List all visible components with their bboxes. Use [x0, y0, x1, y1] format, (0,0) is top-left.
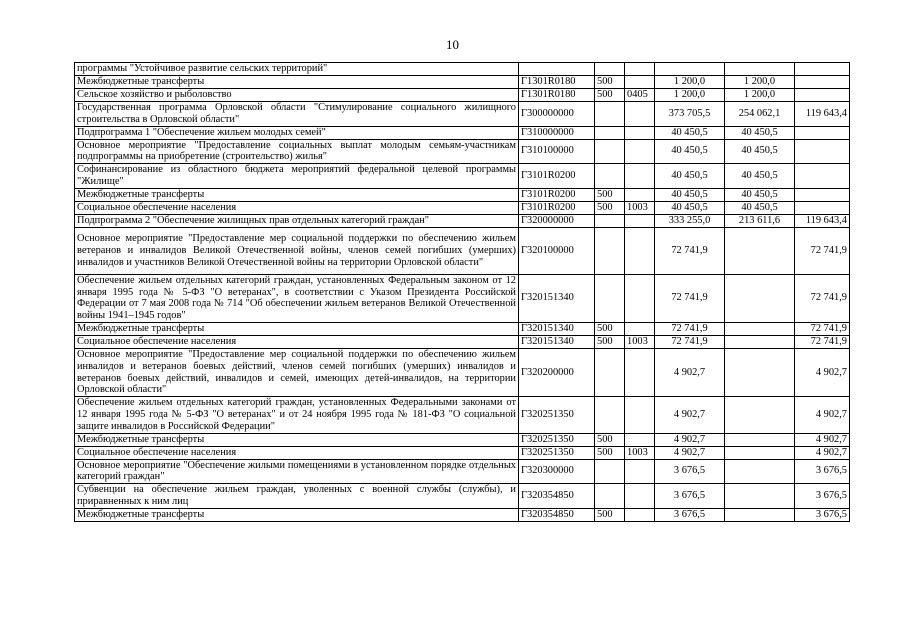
row-amount-2: [725, 397, 795, 433]
row-rz: [625, 508, 655, 521]
table-row: [75, 164, 850, 189]
row-rz: [625, 274, 655, 322]
row-code: Г320000000: [519, 214, 595, 227]
row-amount-3: [795, 63, 850, 76]
row-name: Социальное обеспечение населения: [75, 201, 519, 214]
table-row: [75, 63, 850, 76]
row-amount-3: [795, 89, 850, 102]
row-code: Г320251350: [519, 446, 595, 459]
row-amount-2: [725, 459, 795, 484]
row-amount-3: 119 643,4: [795, 214, 850, 227]
table-row: [75, 433, 850, 446]
row-amount-3: 3 676,5: [795, 459, 850, 484]
row-code: Г320151340: [519, 322, 595, 335]
row-amount-2: 40 450,5: [725, 164, 795, 189]
row-amount-3: 72 741,9: [795, 322, 850, 335]
row-amount-2: 40 450,5: [725, 188, 795, 201]
row-vr: [595, 126, 625, 139]
row-total: 373 705,5: [655, 102, 725, 127]
row-vr: [595, 459, 625, 484]
row-code: Г320300000: [519, 459, 595, 484]
row-vr: 500: [595, 201, 625, 214]
row-total: 3 676,5: [655, 484, 725, 509]
row-amount-2: [725, 484, 795, 509]
row-name: Основное мероприятие "Предоставление мер социальной поддержки по обеспечению жильем инвалидов и ветеранов боевых действий, членов семей погибших (умерших) инвалидов и ветеранов боевых действий, инвалидов и семей, имеющих детей-инвалидов, на территории Орловской области": [75, 348, 519, 396]
table-row: [75, 76, 850, 89]
row-amount-3: [795, 164, 850, 189]
row-amount-3: [795, 76, 850, 89]
row-rz: 1003: [625, 201, 655, 214]
table-row: [75, 484, 850, 509]
row-amount-3: 4 902,7: [795, 446, 850, 459]
table-row: [75, 459, 850, 484]
row-total: 40 450,5: [655, 126, 725, 139]
row-rz: [625, 164, 655, 189]
row-total: 1 200,0: [655, 89, 725, 102]
row-rz: [625, 459, 655, 484]
row-total: 4 902,7: [655, 446, 725, 459]
row-name: Обеспечение жильем отдельных категорий граждан, установленных Федеральным законом от 12 января 1995 года № 5-ФЗ "О ветеранах", в соответствии с Указом Президента Российской Федерации от 7 мая 2008 года № 714 "Об обеспечении жильем ветеранов Великой Отечественной войны 1941–1945 годов": [75, 274, 519, 322]
row-rz: [625, 102, 655, 127]
row-total: 72 741,9: [655, 227, 725, 274]
row-vr: [595, 164, 625, 189]
row-name: Межбюджетные трансферты: [75, 322, 519, 335]
budget-table: [74, 62, 850, 522]
table-row: [75, 139, 850, 164]
row-amount-2: 254 062,1: [725, 102, 795, 127]
row-rz: [625, 348, 655, 396]
row-code: Г3101R0200: [519, 164, 595, 189]
row-name: Софинансирование из областного бюджета мероприятий федеральной целевой программы "Жилище": [75, 164, 519, 189]
row-amount-2: 1 200,0: [725, 76, 795, 89]
row-code: Г1301R0180: [519, 89, 595, 102]
row-code: Г3101R0200: [519, 188, 595, 201]
row-code: Г3101R0200: [519, 201, 595, 214]
row-amount-3: 3 676,5: [795, 484, 850, 509]
row-total: 4 902,7: [655, 348, 725, 396]
row-amount-3: [795, 188, 850, 201]
row-amount-2: [725, 63, 795, 76]
row-amount-3: 72 741,9: [795, 274, 850, 322]
row-total: 3 676,5: [655, 508, 725, 521]
row-code: Г320251350: [519, 397, 595, 433]
page-number: 10: [446, 37, 459, 52]
row-amount-3: 119 643,4: [795, 102, 850, 127]
row-amount-2: 1 200,0: [725, 89, 795, 102]
row-rz: 0405: [625, 89, 655, 102]
row-name: Межбюджетные трансферты: [75, 76, 519, 89]
row-rz: [625, 484, 655, 509]
row-rz: [625, 76, 655, 89]
row-total: 3 676,5: [655, 459, 725, 484]
row-name: программы "Устойчивое развитие сельских территорий": [75, 63, 519, 76]
table-row: [75, 446, 850, 459]
row-rz: [625, 322, 655, 335]
row-amount-3: [795, 201, 850, 214]
row-code: Г320251350: [519, 433, 595, 446]
row-amount-2: 40 450,5: [725, 139, 795, 164]
row-name: Обеспечение жильем отдельных категорий граждан, установленных Федеральными законами от 12 января 1995 года № 5-ФЗ "О ветеранах" и от 24 ноября 1995 года № 181-ФЗ "О социальной защите инвалидов в Российской Федерации": [75, 397, 519, 433]
row-name: Сельское хозяйство и рыболовство: [75, 89, 519, 102]
table-row: [75, 397, 850, 433]
row-total: 4 902,7: [655, 433, 725, 446]
row-amount-2: [725, 433, 795, 446]
table-row: [75, 89, 850, 102]
row-amount-3: [795, 139, 850, 164]
row-name: Государственная программа Орловской области "Стимулирование социального жилищного строительства в Орловской области": [75, 102, 519, 127]
row-rz: [625, 63, 655, 76]
row-name: Социальное обеспечение населения: [75, 335, 519, 348]
row-code: Г310100000: [519, 139, 595, 164]
row-amount-2: [725, 446, 795, 459]
row-rz: [625, 188, 655, 201]
row-name: Межбюджетные трансферты: [75, 433, 519, 446]
row-amount-2: 213 611,6: [725, 214, 795, 227]
row-amount-2: 40 450,5: [725, 126, 795, 139]
table-row: [75, 188, 850, 201]
row-rz: [625, 214, 655, 227]
row-amount-3: 4 902,7: [795, 348, 850, 396]
table-row: [75, 508, 850, 521]
row-vr: [595, 274, 625, 322]
row-total: 40 450,5: [655, 139, 725, 164]
row-vr: [595, 227, 625, 274]
row-vr: [595, 484, 625, 509]
table-row: [75, 227, 850, 274]
row-code: Г320354850: [519, 484, 595, 509]
row-vr: 500: [595, 89, 625, 102]
row-amount-2: [725, 348, 795, 396]
table-row: [75, 335, 850, 348]
row-total: 40 450,5: [655, 164, 725, 189]
row-total: 72 741,9: [655, 322, 725, 335]
row-rz: 1003: [625, 335, 655, 348]
row-name: Основное мероприятие "Предоставление социальных выплат молодым семьям-участникам подпрограммы на приобретение (строительство) жилья": [75, 139, 519, 164]
row-vr: 500: [595, 433, 625, 446]
row-amount-2: [725, 322, 795, 335]
row-vr: [595, 63, 625, 76]
row-vr: [595, 102, 625, 127]
row-amount-3: 72 741,9: [795, 335, 850, 348]
row-total: 333 255,0: [655, 214, 725, 227]
row-amount-3: 3 676,5: [795, 508, 850, 521]
row-name: Основное мероприятие "Обеспечение жилыми помещениями в установленном порядке отдельных категорий граждан": [75, 459, 519, 484]
row-amount-3: 4 902,7: [795, 433, 850, 446]
row-amount-2: [725, 335, 795, 348]
row-amount-2: [725, 227, 795, 274]
row-amount-2: 40 450,5: [725, 201, 795, 214]
row-vr: 500: [595, 322, 625, 335]
row-total: [655, 63, 725, 76]
row-code: Г320354850: [519, 508, 595, 521]
row-total: 1 200,0: [655, 76, 725, 89]
row-name: Основное мероприятие "Предоставление мер социальной поддержки по обеспечению жильем ветеранов и инвалидов Великой Отечественной войны, членов семей погибших (умерших) инвалидов и участников Великой Отечественной войны на территории Орловской области": [75, 227, 519, 274]
table-row: [75, 126, 850, 139]
row-amount-3: [795, 126, 850, 139]
table-row: [75, 348, 850, 396]
table-row: [75, 102, 850, 127]
row-code: Г320100000: [519, 227, 595, 274]
row-code: Г320200000: [519, 348, 595, 396]
table-row: [75, 322, 850, 335]
row-rz: 1003: [625, 446, 655, 459]
row-rz: [625, 397, 655, 433]
row-rz: [625, 227, 655, 274]
row-total: 4 902,7: [655, 397, 725, 433]
row-total: 72 741,9: [655, 274, 725, 322]
row-name: Подпрограмма 1 "Обеспечение жильем молодых семей": [75, 126, 519, 139]
row-vr: [595, 397, 625, 433]
row-amount-3: 4 902,7: [795, 397, 850, 433]
row-name: Подпрограмма 2 "Обеспечение жилищных прав отдельных категорий граждан": [75, 214, 519, 227]
row-rz: [625, 126, 655, 139]
row-amount-3: 72 741,9: [795, 227, 850, 274]
row-total: 72 741,9: [655, 335, 725, 348]
row-vr: [595, 139, 625, 164]
table-row: [75, 201, 850, 214]
row-code: Г1301R0180: [519, 76, 595, 89]
row-name: Социальное обеспечение населения: [75, 446, 519, 459]
row-code: Г300000000: [519, 102, 595, 127]
row-name: Межбюджетные трансферты: [75, 188, 519, 201]
row-vr: 500: [595, 76, 625, 89]
row-vr: [595, 214, 625, 227]
row-vr: 500: [595, 508, 625, 521]
table-row: [75, 214, 850, 227]
row-vr: 500: [595, 335, 625, 348]
row-total: 40 450,5: [655, 201, 725, 214]
row-rz: [625, 433, 655, 446]
row-name: Межбюджетные трансферты: [75, 508, 519, 521]
row-vr: [595, 348, 625, 396]
row-amount-2: [725, 508, 795, 521]
row-vr: 500: [595, 188, 625, 201]
row-code: Г310000000: [519, 126, 595, 139]
row-vr: 500: [595, 446, 625, 459]
row-code: [519, 63, 595, 76]
row-name: Субвенции на обеспечение жильем граждан, уволенных с военной службы (службы), и приравненных к ним лиц: [75, 484, 519, 509]
row-total: 40 450,5: [655, 188, 725, 201]
row-amount-2: [725, 274, 795, 322]
table-row: [75, 274, 850, 322]
row-rz: [625, 139, 655, 164]
row-code: Г320151340: [519, 335, 595, 348]
row-code: Г320151340: [519, 274, 595, 322]
